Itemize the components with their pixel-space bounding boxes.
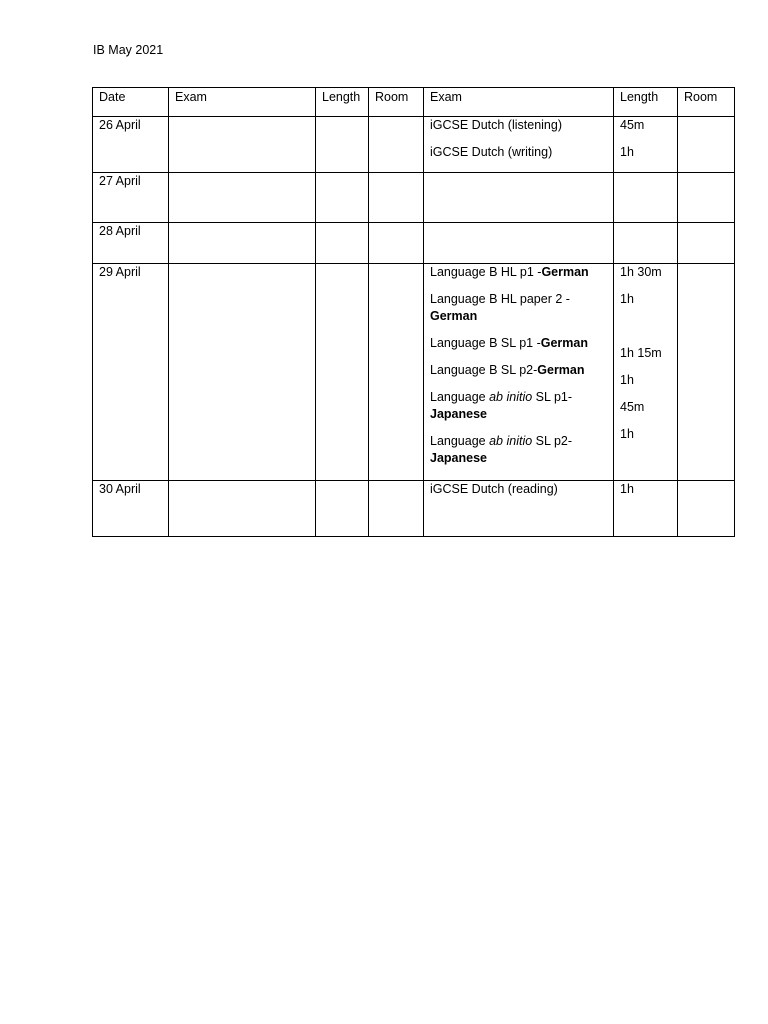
room-right-cell [678, 117, 735, 173]
length-entry: 1h [620, 292, 634, 306]
exam-left-cell [169, 481, 316, 537]
header-row [93, 88, 735, 117]
exam-entry: iGCSE Dutch (reading) [430, 482, 558, 496]
room-right-cell [678, 173, 735, 223]
table-row [93, 223, 735, 264]
length-entry: 1h [620, 145, 634, 159]
table-row [93, 264, 735, 481]
room-left-cell [369, 117, 424, 173]
exam-right-cell [424, 173, 614, 223]
header-exam-right: Exam [424, 88, 614, 117]
length-right-cell [614, 117, 678, 173]
length-left-cell [316, 264, 369, 481]
length-left-cell [316, 481, 369, 537]
header-length-left: Length [316, 88, 369, 117]
room-right-cell [678, 223, 735, 264]
date-cell: 28 April [93, 223, 169, 264]
length-right-cell [614, 173, 678, 223]
exam-entry: Language ab initio SL p1- Japanese [430, 390, 573, 421]
length-entry: 1h [620, 373, 634, 387]
length-entry: 1h 30m [620, 265, 662, 279]
room-left-cell [369, 223, 424, 264]
exam-right-cell [424, 481, 614, 537]
exam-entry: Language B SL p1 -German [430, 336, 588, 350]
length-entry: 45m [620, 400, 645, 414]
length-left-cell [316, 117, 369, 173]
table-row [93, 481, 735, 537]
length-entry: 45m [620, 118, 645, 132]
header-room-left: Room [369, 88, 424, 117]
header-room-right: Room [678, 88, 735, 117]
length-left-cell [316, 173, 369, 223]
exam-left-cell [169, 117, 316, 173]
exam-left-cell [169, 173, 316, 223]
exam-schedule-table [92, 87, 735, 537]
exam-right-cell [424, 117, 614, 173]
header-length-right: Length [614, 88, 678, 117]
room-left-cell [369, 264, 424, 481]
exam-right-cell [424, 264, 614, 481]
table-row [93, 173, 735, 223]
date-cell: 26 April [93, 117, 169, 173]
length-entry: 1h [620, 482, 634, 496]
length-left-cell [316, 223, 369, 264]
date-cell: 29 April [93, 264, 169, 481]
exam-left-cell [169, 223, 316, 264]
exam-left-cell [169, 264, 316, 481]
length-entry: 1h 15m [620, 346, 662, 360]
room-right-cell [678, 481, 735, 537]
exam-entry: Language B HL p1 -German [430, 265, 589, 279]
date-cell: 27 April [93, 173, 169, 223]
exam-entry: Language B HL paper 2 - German [430, 292, 570, 323]
length-right-cell [614, 264, 678, 481]
length-right-cell [614, 223, 678, 264]
exam-entry: Language ab initio SL p2- Japanese [430, 434, 573, 465]
exam-entry: iGCSE Dutch (writing) [430, 145, 553, 159]
exam-entry: Language B SL p2-German [430, 363, 585, 377]
room-left-cell [369, 173, 424, 223]
exam-right-cell [424, 223, 614, 264]
date-cell: 30 April [93, 481, 169, 537]
room-right-cell [678, 264, 735, 481]
length-right-cell [614, 481, 678, 537]
length-entry: 1h [620, 427, 634, 441]
table-row [93, 117, 735, 173]
room-left-cell [369, 481, 424, 537]
header-date: Date [93, 88, 169, 117]
header-exam-left: Exam [169, 88, 316, 117]
document-title: IB May 2021 [93, 43, 164, 57]
exam-entry: iGCSE Dutch (listening) [430, 118, 562, 132]
